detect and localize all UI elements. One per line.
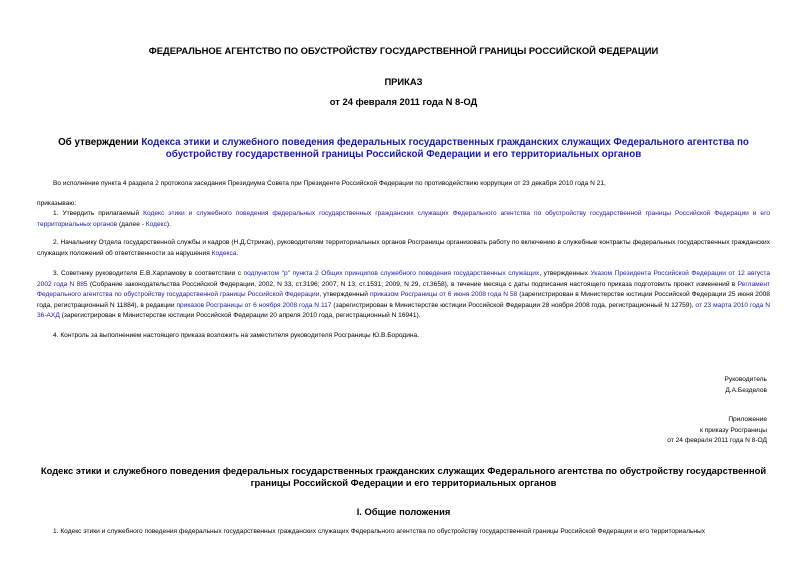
order-117-link[interactable]: приказов Росграницы от 6 ноября 2008 года N 117: [176, 301, 332, 309]
item1-text-a: 1. Утвердить прилагаемый: [53, 210, 144, 217]
appendix-line-1: Приложение: [728, 416, 767, 423]
order-36-link[interactable]: от 23 марта 2010 года N 36-АХД: [37, 301, 770, 320]
document-title: [52, 137, 755, 161]
order-item-1: [37, 209, 770, 230]
item1-code-short-link[interactable]: Кодекс: [145, 220, 167, 228]
item3-text-f: (зарегистрирован в Министерстве юстиции Российской Федерации 28 ноября 2008 года, регистрационный N 12759),: [331, 301, 696, 309]
item3-text-c: (Собрание законодательства Российской Федерации, 2002, N 33, ст.3196; 2007, N 13, ст.1531; 2009, N 29, ст.3658), в течение месяца с даты подписания настоящего приказа подготовить проект изменений в: [87, 280, 738, 288]
order-item-2: [37, 238, 770, 259]
signature-name: Д.А.Безделов: [725, 386, 767, 394]
code-link[interactable]: Кодекса этики и служебного поведения федеральных государственных гражданских служащих Федерального агентства по обустройству государственной границы Российской Федерации и его территориальных органов: [141, 137, 749, 160]
item2-text-a: 2. Начальнику Отдела государственной службы и кадров (Н.Д.Стрикак), руководителям территориальных органов Росграницы организовать работу по включению в служебные контракты федеральных государственных гражданских служащих положений об ответственности за нарушения: [37, 239, 770, 257]
item3-text-d: , утвержденный: [319, 291, 370, 299]
order-heading: ПРИКАЗ: [384, 76, 423, 87]
order-date: от 24 февраля 2011 года N 8-ОД: [329, 96, 478, 107]
preamble-paragraph: Во исполнение пункта 4 раздела 2 протокола заседания Президиума Совета при Президенте Российской Федерации по противодействию коррупции от 23 декабря 2010 года N 21,: [53, 180, 606, 187]
code-item-1: 1. Кодекс этики и служебного поведения федеральных государственных гражданских служащих Федерального агентства по обустройству государственной границы Российской Федерации и его территориальных: [53, 528, 706, 535]
item3-text-g: (зарегистрирован в Министерстве юстиции Российской Федерации 20 апреля 2010 года, регистрационный N 16941).: [59, 312, 421, 320]
principles-link[interactable]: подпунктом "р" пункта 2 Общих принципов служебного поведения государственных служащих: [243, 270, 540, 277]
item3-text-a: 3. Советнику руководителя Е.В.Харламову в соответствии с: [53, 270, 244, 277]
regulation-link[interactable]: Регламент Федерального агентства по обустройству государственной границы Российской Федерации: [37, 280, 770, 299]
decree-link[interactable]: Указом Президента Российской Федерации от 12 августа 2002 года N 885: [37, 270, 771, 288]
order-58-link[interactable]: приказом Росграницы от 6 июня 2008 года N 58: [369, 291, 518, 299]
item1-code-link[interactable]: Кодекс этики и служебного поведения федеральных государственных гражданских служащих Федерального агентства по обустройству государственной границы Российской Федерации и его территориальных органов: [37, 210, 770, 228]
section-title: I. Общие положения: [356, 506, 451, 517]
appendix-block: [667, 415, 767, 447]
item1-text-b: (далее -: [117, 220, 146, 228]
orders-label: приказываю:: [37, 200, 77, 207]
item3-text-b: , утвержденных: [539, 270, 591, 277]
code-title: Кодекс этики и служебного поведения федеральных государственных гражданских служащих Федерального агентства по обустройству государственной границы Российской Федерации и его территориальных органов: [40, 465, 767, 488]
agency-heading: ФЕДЕРАЛЬНОЕ АГЕНТСТВО ПО ОБУСТРОЙСТВУ ГОСУДАРСТВЕННОЙ ГРАНИЦЫ РОССИЙСКОЙ ФЕДЕРАЦИИ: [148, 45, 659, 56]
item3-text-e: (зарегистрирован в Министерстве юстиции Российской Федерации 25 июня 2008 года, регистрационный N 11884), в редакции: [37, 291, 770, 309]
title-prefix: Об утверждении: [58, 137, 142, 148]
item1-text-c: ).: [166, 220, 171, 228]
order-item-4: 4. Контроль за выполнением настоящего приказа возложить на заместителя руководителя Росграницы Ю.В.Бородина.: [53, 332, 420, 339]
signature-block: [725, 375, 767, 396]
item2-code-link[interactable]: Кодекса: [211, 249, 237, 257]
appendix-line-3: от 24 февраля 2011 года N 8-ОД: [667, 437, 767, 444]
appendix-line-2: к приказу Росграницы: [700, 426, 767, 434]
item2-text-b: .: [236, 249, 239, 257]
order-item-3: [37, 269, 770, 322]
signature-role: Руководитель: [724, 376, 767, 383]
